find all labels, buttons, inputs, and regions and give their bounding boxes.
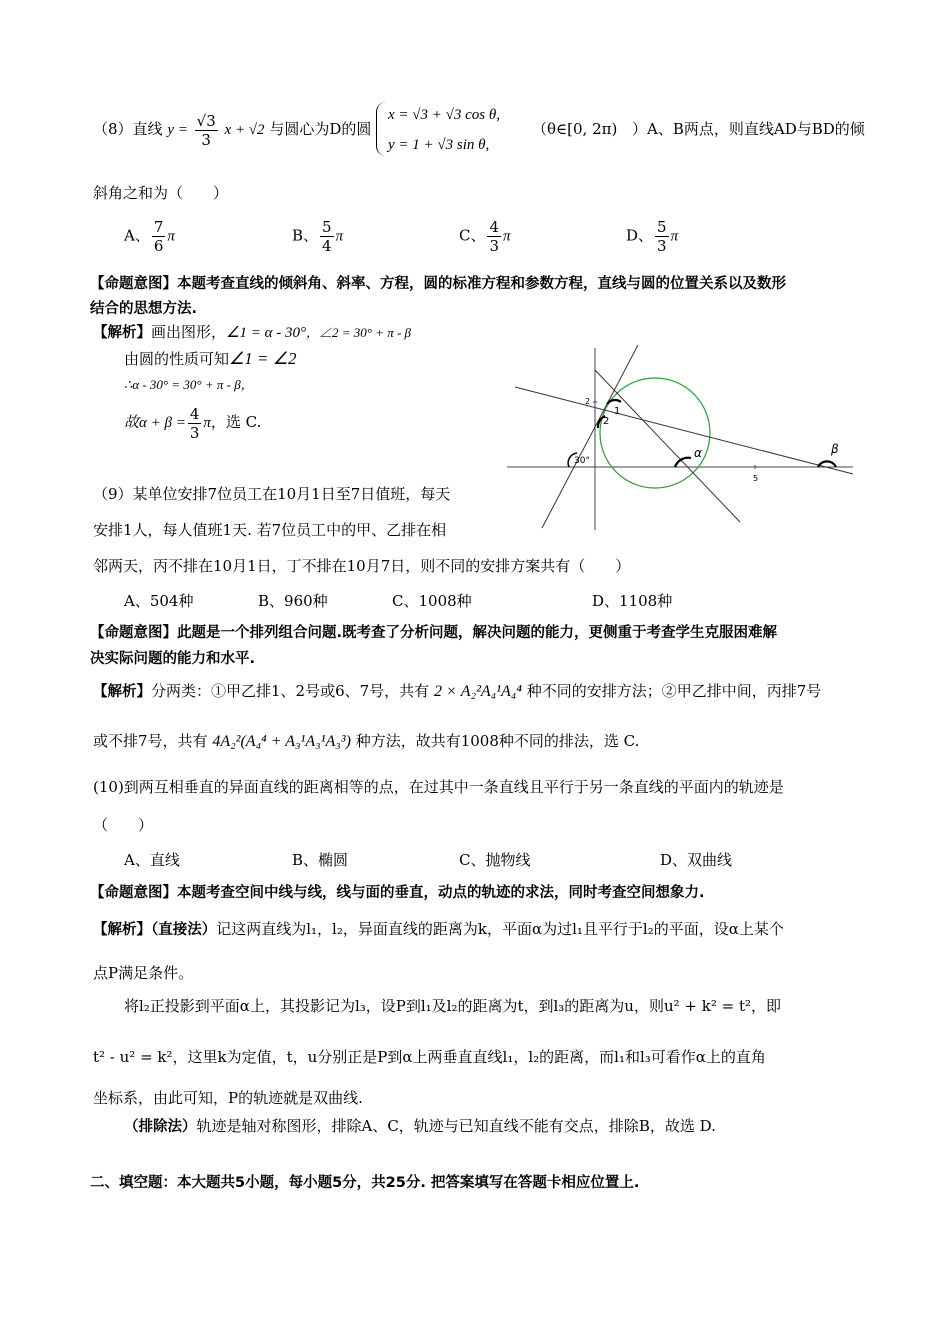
q9-option-b: B、960种 — [258, 592, 328, 610]
q8-mid: 与圆心为D的圆 — [269, 120, 372, 138]
q9-stem-line3: 邻两天，丙不排在10月1日，丁不排在10月7日，则不同的安排方案共有（ ） — [93, 557, 631, 575]
q10-solution-line4: t² - u² = k²，这里k为定值，t，u分别正是P到α上两垂直直线l₁，l₂的距离，而l₁和l₃可看作α上的直角 — [93, 1048, 766, 1066]
q8-param-brace — [376, 102, 387, 156]
q9-intent-line1: 【命题意图】此题是一个排列组合问题.既考查了分析问题，解决问题的能力，更侧重于考查学生克服困难解 — [90, 625, 778, 641]
q8-figure — [505, 340, 855, 535]
label-2: 2 — [603, 416, 610, 427]
q8-option-c: C、 $\frac{4}{3}$ π — [459, 218, 511, 255]
line-ab — [515, 387, 853, 474]
q8-option-b: B、 $\frac{5}{4}$ π — [292, 218, 344, 255]
q9-solution-line1: 【解析】分两类：①甲乙排1、2号或6、7号，共有 2 × A₂²A₄¹A₄⁴ 种不同的安排方法；②甲乙排中间，丙排7号 — [93, 682, 822, 700]
q10-solution-line1: 【解析】（直接法）记这两直线为l₁，l₂，异面直线的距离为k，平面α为过l₁且平行于l₂的平面，设α上某个 — [93, 920, 784, 938]
q10-intent: 【命题意图】本题考查空间中线与线，线与面的垂直，动点的轨迹的求法，同时考查空间想象力. — [90, 885, 705, 901]
q9-intent-line2: 决实际问题的能力和水平. — [90, 651, 256, 667]
q10-exclusion-head: （排除法） — [124, 1119, 197, 1135]
q8-range: （θ∈[0, 2π) — [532, 120, 618, 138]
tick-5: 5 — [753, 474, 759, 483]
q9-option-c: C、1008种 — [392, 592, 472, 610]
q9-stem-line2: 安排1人，每人值班1天. 若7位员工中的甲、乙排在相 — [93, 521, 447, 539]
tick-2: 2 — [585, 397, 591, 406]
q9-option-a: A、504种 — [124, 592, 194, 610]
q8-stem-line2: 斜角之和为（ ） — [93, 184, 229, 202]
section-2-heading: 二、填空题：本大题共5小题，每小题5分，共25分. 把答案填写在答题卡相应位置上. — [90, 1175, 640, 1191]
q8-stem-line1 — [93, 104, 371, 154]
q8-line-eq-y: y = — [167, 122, 188, 138]
label-30: 30° — [574, 456, 590, 466]
q8-line-eq-fraction: $\frac{√3}{3}$ — [196, 111, 216, 149]
line-bd — [595, 370, 740, 522]
q10-option-c: C、抛物线 — [459, 851, 531, 869]
q9-option-d: D、1108种 — [592, 592, 673, 610]
q10-option-b: B、椭圆 — [292, 851, 349, 869]
q10-stem-line1: (10)到两互相垂直的异面直线的距离相等的点，在过其中一条直线且平行于另一条直线的平面内的轨迹是 — [93, 778, 784, 796]
q10-option-a: A、直线 — [124, 851, 180, 869]
label-1: 1 — [614, 406, 621, 417]
q10-solution-line6: （排除法）轨迹是轴对称图形，排除A、C，轨迹与已知直线不能有交点，排除B，故选 D. — [124, 1117, 716, 1135]
q9-solution-line2: 或不排7号，共有 4A₂²(A₄⁴ + A₃¹A₃¹A₃³) 种方法，故共有1008种不同的排法，选 C. — [93, 732, 640, 750]
q8-solution-line3: ∴α - 30° = 30° + π - β， — [124, 377, 254, 392]
q8-prefix: （8）直线 — [93, 120, 163, 138]
q10-solution-line3: 将l₂正投影到平面α上，其投影记为l₃，设P到l₁及l₂的距离为t，到l₃的距离为u，则u² + k² = t²，即 — [124, 997, 781, 1015]
q9-stem-line1: （9）某单位安排7位员工在10月1日至7日值班，每天 — [93, 485, 451, 503]
q8-param-y: y = 1 + √3 sin θ, — [388, 137, 490, 153]
q8-intent-line1: 【命题意图】本题考查直线的倾斜角、斜率、方程，圆的标准方程和参数方程，直线与圆的位置关系以及数形 — [90, 276, 786, 292]
q8-intent-line2: 结合的思想方法. — [90, 301, 198, 317]
label-alpha: α — [694, 446, 702, 460]
q8-option-d: D、 $\frac{5}{3}$ π — [626, 218, 679, 255]
q8-line-eq-rest: x + √2 — [224, 122, 265, 138]
q8-solution-line4: 故α + β = $\frac{4}{3}$ π，选 C. — [124, 404, 262, 442]
q10-solution-line5: 坐标系，由此可知，P的轨迹就是双曲线. — [93, 1089, 363, 1107]
q8-solution-line1: 【解析】画出图形，∠1 = α - 30°，∠2 = 30° + π - β — [93, 323, 412, 341]
q8-solution-line2: 由圆的性质可知∠1 = ∠2 — [124, 349, 297, 368]
q10-solution-head: 【解析】（直接法） — [93, 922, 217, 938]
line-ad — [542, 345, 638, 528]
q10-solution-line2: 点P满足条件。 — [93, 964, 194, 982]
q8-suffix: ）A、B两点，则直线AD与BD的倾 — [632, 120, 865, 138]
label-beta: β — [831, 442, 839, 456]
q8-option-a: A、 $\frac{7}{6}$ π — [124, 218, 175, 255]
q10-option-d: D、双曲线 — [660, 851, 733, 869]
q9-solution-head: 【解析】 — [93, 684, 151, 700]
q10-stem-line2: （ ） — [93, 816, 154, 834]
q8-param-x: x = √3 + √3 cos θ, — [388, 107, 500, 123]
q8-solution-head: 【解析】 — [93, 325, 151, 341]
